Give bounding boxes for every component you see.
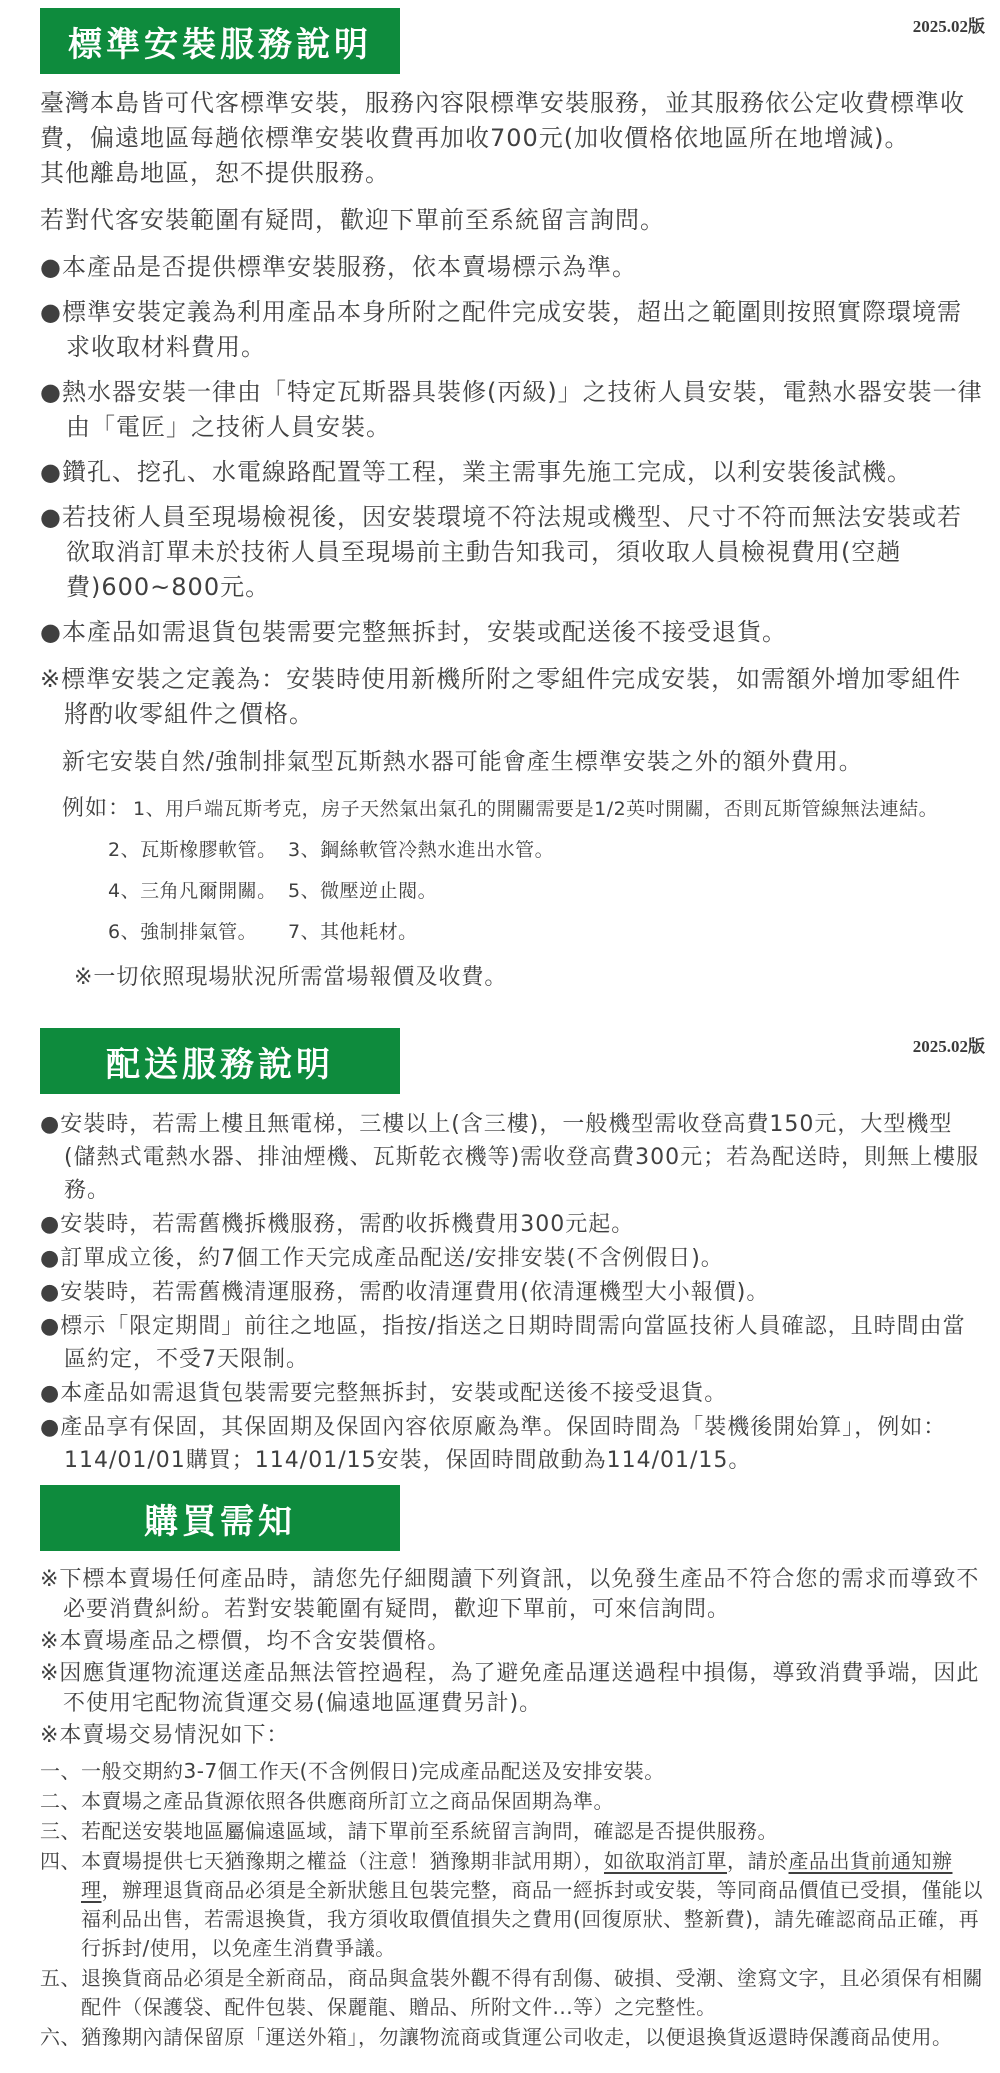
bullet-icon: ● [40,618,62,646]
purchase-title: 購買需知 [144,1501,296,1542]
examples-block [62,791,985,945]
list-item [40,1242,985,1275]
standard-install-definition-note: ※標準安裝之定義為：安裝時使用新機所附之零組件完成安裝，如需額外增加零組件將酌收零組件之價格。 [40,665,962,728]
term-item: 三、若配送安裝地區屬偏遠區域，請下單前至系統留言詢問，確認是否提供服務。 [40,1819,778,1843]
standard-install-header-row [40,8,985,74]
bullet-icon: ● [40,253,62,281]
standard-install-section [40,8,985,994]
list-item [40,1276,985,1309]
list-item-text: 標示「限定期間」前往之地區，指按/指送之日期時間需向當區技術人員確認，且時間由當區約定，不受7天限制。 [60,1314,966,1372]
term-item: 二、本賣場之產品貨源依照各供應商所訂立之商品保固期為準。 [40,1789,614,1813]
list-item-text: 安裝時，若需舊機拆機服務，需酌收拆機費用300元起。 [60,1212,635,1237]
list-item-text: 安裝時，若需舊機清運服務，需酌收清運費用(依清運機型大小報價)。 [60,1280,770,1305]
bullet-icon: ● [40,1381,61,1406]
bullet-icon: ● [40,1415,61,1440]
delivery-bullet-list [40,1108,985,1477]
example-item-3: 3、鋼絲軟管冷熱水進出水管。 [288,839,555,861]
examples-row [108,919,985,945]
list-item [40,1208,985,1241]
list-item-text: 安裝時，若需上樓且無電梯，三樓以上(含三樓)，一般機型需收登高費150元，大型機型 (儲熱式電熱水器、排油煙機、瓦斯乾衣機等)需收登高費300元；若為配送時，則無上樓服務。 [60,1112,980,1203]
example-item-6: 6、強制排氣管。 [108,921,258,943]
delivery-title: 配送服務說明 [106,1044,334,1085]
list-item [40,500,985,605]
term-text: ，請於 [727,1849,789,1873]
examples-label: 例如： [62,796,132,821]
term-text: 四、本賣場提供七天猶豫期之權益（注意！猶豫期非試用期）， [40,1849,604,1873]
example-item-2: 2、瓦斯橡膠軟管。 [108,839,277,861]
list-item [40,295,985,365]
list-item-text: 本產品如需退貨包裝需要完整無拆封，安裝或配送後不接受退貨。 [60,1381,728,1406]
term-item-cancellation [40,1847,985,1963]
version-label-2: 2025.02版 [912,1037,985,1056]
bullet-icon: ● [40,1212,61,1237]
purchase-remark: ※因應貨運物流運送產品無法管控過程，為了避免產品運送過程中損傷，導致消費爭端，因此不使用宅配物流貨運交易(偏遠地區運費另計)。 [40,1661,980,1716]
version-label-1: 2025.02版 [912,17,985,36]
inquiry-note: 若對代客安裝範圍有疑問，歡迎下單前至系統留言詢問。 [40,206,665,234]
term-item: 五、退換貨商品必須是全新商品，商品與盒裝外觀不得有刮傷、破損、受潮、塗寫文字，且必須保有相關配件（保護袋、配件包裝、保麗龍、贈品、所附文件...等）之完整性。 [40,1966,983,2019]
delivery-header-row [40,1028,985,1094]
standard-install-header [40,8,400,74]
bullet-icon: ● [40,503,62,531]
list-item [40,375,985,445]
bullet-icon: ● [40,298,62,326]
standard-install-bullet-list [40,250,985,650]
example-item-7: 7、其他耗材。 [288,921,418,943]
bullet-icon: ● [40,1280,61,1305]
standard-install-title: 標準安裝服務說明 [68,24,372,65]
example-item-4: 4、三角凡爾開關。 [108,880,277,902]
examples-row [108,878,985,904]
example-item-5: 5、微壓逆止閥。 [288,880,438,902]
purchase-header [40,1485,400,1551]
purchase-remarks [40,1565,985,1751]
list-item [40,615,985,650]
list-item-text: 標準安裝定義為利用產品本身所附之配件完成安裝，超出之範圍則按照實際環境需求收取材料費用。 [61,298,962,361]
list-item-text: 產品享有保固，其保固期及保固內容依原廠為準。保固時間為「裝機後開始算」，例如：114/01/01購買；114/01/15安裝，保固時間啟動為114/01/15。 [60,1415,947,1473]
list-item-text: 若技術人員至現場檢視後，因安裝環境不符法規或機型、尺寸不符而無法安裝或若欲取消訂單未於技術人員至現場前主動告知我司，須收取人員檢視費用(空趟費)600~800元。 [61,503,962,601]
list-item-text: 訂單成立後，約7個工作天完成產品配送/安排安裝(不含例假日)。 [60,1246,724,1271]
purchase-remark: ※下標本賣場任何產品時，請您先仔細閱讀下列資訊，以免發生產品不符合您的需求而導致不必要消費糾紛。若對安裝範圍有疑問，歡迎下單前，可來信詢問。 [40,1567,980,1622]
list-item [40,1411,985,1477]
list-item [40,1108,985,1207]
list-item [40,1310,985,1376]
notify-before-shipping-emphasis: 產品出貨前通知辦理 [81,1849,953,1902]
list-item-text: 熱水器安裝一律由「特定瓦斯器具裝修(丙級)」之技術人員安裝，電熱水器安裝一律由「電匠」之技術人員安裝。 [61,378,983,441]
bullet-icon: ● [40,1112,61,1137]
list-item-text: 本產品是否提供標準安裝服務，依本賣場標示為準。 [61,253,637,281]
list-item [40,250,985,285]
list-item [40,455,985,490]
bullet-icon: ● [40,378,62,406]
purchase-notice-section [40,1485,985,2052]
intro-paragraph: 臺灣本島皆可代客標準安裝，服務內容限標準安裝服務，並其服務依公定收費標準收費，偏遠地區每趟依標準安裝收費再加收700元(加收價格依地區所在地增減)。 [40,89,965,152]
examples-row [108,837,985,863]
list-item [40,1377,985,1410]
delivery-header [40,1028,400,1094]
bullet-icon: ● [40,1246,61,1271]
term-item: 一、一般交期約3-7個工作天(不含例假日)完成產品配送及安排安裝。 [40,1759,665,1783]
onsite-quote-note: ※一切依照現場狀況所需當場報價及收費。 [74,965,508,990]
cancel-order-emphasis: 如欲取消訂單 [604,1849,727,1873]
bullet-icon: ● [40,1314,61,1339]
list-item-text: 鑽孔、挖孔、水電線路配置等工程，業主需事先施工完成，以利安裝後試機。 [61,458,912,486]
purchase-header-row [40,1485,985,1551]
list-item-text: 本產品如需退貨包裝需要完整無拆封，安裝或配送後不接受退貨。 [61,618,787,646]
term-item: 六、猶豫期內請保留原「運送外箱」，勿讓物流商或貨運公司收走，以便退換貨返還時保護商品使用。 [40,2025,953,2049]
delivery-section [40,1028,985,1477]
bullet-icon: ● [40,458,62,486]
purchase-remark: ※本賣場交易情況如下： [40,1723,290,1748]
example-item-1: 1、用戶端瓦斯考克，房子天然氣出氣孔的開關需要是1/2英吋開關，否則瓦斯管線無法連結。 [133,798,939,820]
purchase-remark: ※本賣場產品之標價，均不含安裝價格。 [40,1629,451,1654]
intro-islands-note: 其他離島地區，恕不提供服務。 [40,159,390,187]
purchase-terms-list [40,1757,985,2052]
examples-header-row [62,791,985,822]
term-text: ，辦理退貨商品必須是全新狀態且包裝完整，商品一經拆封或安裝，等同商品價值已受損，僅能以福利品出售，若需退換貨，我方須收取價值損失之費用(回復原狀、整新費)，請先確認商品正確，再行拆封/使用，以免產生消費爭議。 [81,1878,983,1960]
extra-fee-note: 新宅安裝自然/強制排氣型瓦斯熱水器可能會產生標準安裝之外的額外費用。 [62,749,863,775]
